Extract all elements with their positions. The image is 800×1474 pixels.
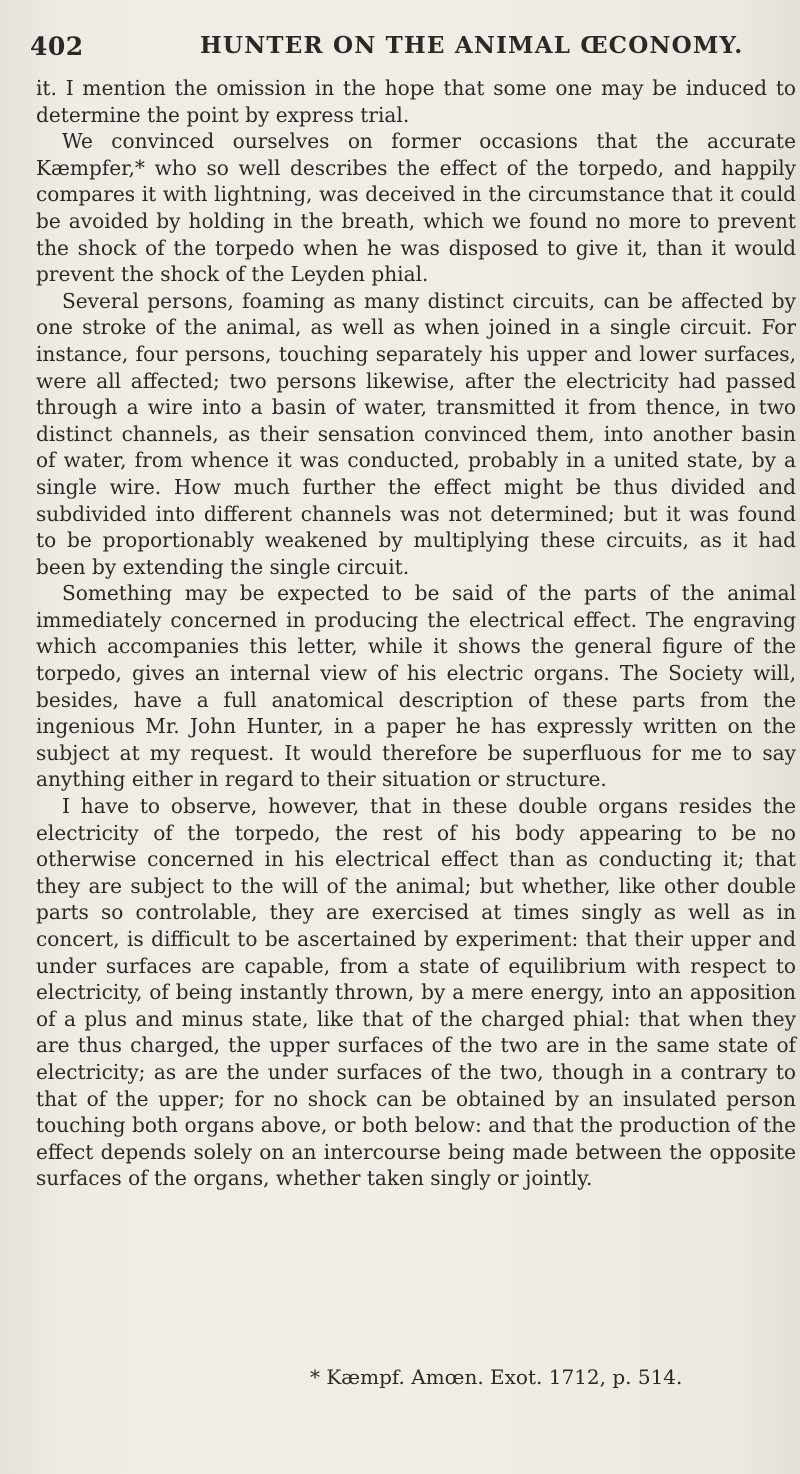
running-title: HUNTER ON THE ANIMAL ŒCONOMY.	[200, 32, 744, 59]
paragraph-continuation: it. I mention the omission in the hope that some one may be induced to determine the point by express trial.	[36, 76, 796, 127]
footnote: * Kæmpf. Amœn. Exot. 1712, p. 514.	[310, 1365, 683, 1389]
paragraph-circuits: Several persons, foaming as many distinct circuits, can be affected by one stroke of the animal, as well as when joined in a single circuit. For instance, four persons, touching separately his upper and lower surfaces, were all affected; two persons likewise, after the electricity had passed through a wire into a basin of water, transmitted it from thence, in two distinct channels, as their sensation convinced them, into another basin of water, from whence it was conducted, probably in a united state, by a single wire. How much further the effect might be thus divided and subdivided into different channels was not determined; but it was found to be proportionably weakened by multiplying these circuits, as it had been by extending the single circuit.	[36, 288, 796, 579]
paragraph-electricity: I have to observe, however, that in these double organs resides the electricity of the torpedo, the rest of his body appearing to be no otherwise concerned in his electrical effect than as conducting it; that they are subject to the will of the animal; but whether, like other double parts so controlable, they are exercised at times singly as well as in concert, is difficult to be ascertained by experiment: that their upper and under surfaces are capable, from a state of equilibrium with respect to electricity, of being instantly thrown, by a mere energy, into an apposition of a plus and minus state, like that of the charged phial: that when they are thus charged, the upper surfaces of the two are in the same state of electricity; as are the under surfaces of the two, though in a contrary to that of the upper; for no shock can be obtained by an insulated person touching both organs above, or both below: and that the production of the effect depends solely on an intercourse being made between the opposite surfaces of the organs, whether taken singly or jointly.	[36, 794, 796, 1191]
paragraph-kaempfer: We convinced ourselves on former occasions that the accurate Kæmpfer,* who so well describes the effect of the torpedo, and happily compares it with lightning, was deceived in the circumstance that it could be avoided by holding in the breath, which we found no more to prevent the shock of the torpedo when he was disposed to give it, than it would prevent the shock of the Leyden phial.	[36, 129, 796, 287]
running-head	[30, 22, 790, 72]
page-number: 402	[30, 32, 84, 61]
paragraph-organs: Something may be expected to be said of the parts of the animal immediately concerned in producing the electrical effect. The engraving which accompanies this letter, while it shows the general figure of the torpedo, gives an internal view of his electric organs. The Society will, besides, have a full anatomical description of these parts from the ingenious Mr. John Hunter, in a paper he has expressly written on the subject at my request. It would therefore be superfluous for me to say anything either in regard to their situation or structure.	[36, 581, 796, 792]
body-text	[36, 75, 796, 1192]
